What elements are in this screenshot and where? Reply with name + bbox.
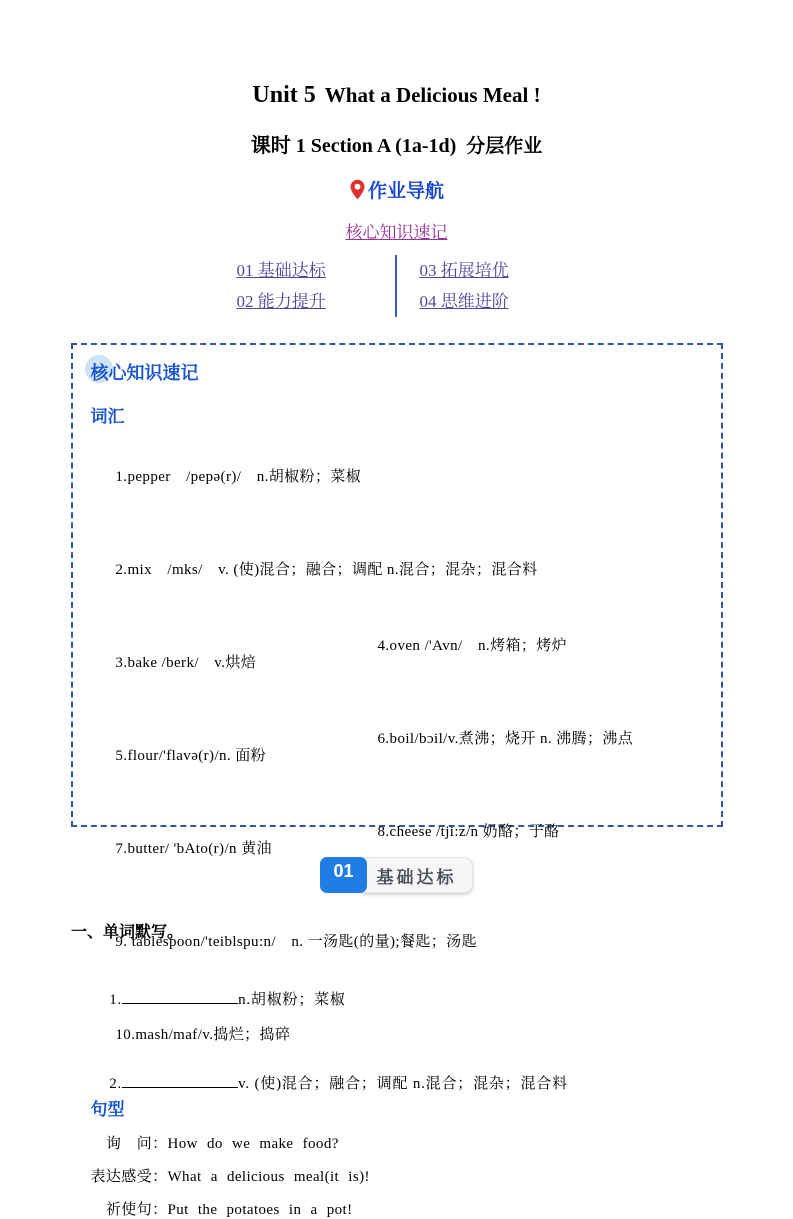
vocab-entry: 6.boil/bɔil/v.煮沸；烧开 n. 沸腾；沸点 bbox=[377, 731, 634, 747]
page-subtitle-tag: 分层作业 bbox=[466, 136, 543, 157]
vocab-entry: 10.mash/maf/v.捣烂；捣碎 bbox=[115, 1027, 291, 1043]
vocab-row bbox=[91, 727, 703, 799]
section-badge-number: 01 bbox=[320, 857, 366, 893]
answer-blank bbox=[122, 989, 238, 1004]
vocab-row bbox=[91, 541, 703, 613]
page-subtitle-main: 课时 1 Section A (1a-1d) bbox=[250, 135, 457, 157]
nav-links-left-column bbox=[229, 255, 396, 317]
vocab-entry: 4.oven /'Avn/ n.烤箱；烤炉 bbox=[377, 638, 568, 654]
nav-header-label: 作业导航 bbox=[367, 181, 444, 202]
vocab-row bbox=[91, 634, 703, 706]
vocab-entry: 9. tablespoon/'teiblspu:n/ n. 一汤匙(的量);餐匙；汤匙 bbox=[115, 934, 477, 950]
exercise-item-desc: n.胡椒粉；菜椒 bbox=[238, 992, 346, 1008]
sentence-pattern: 祈使句：Put the potatoes in a pot! bbox=[90, 1202, 353, 1218]
vocab-row bbox=[91, 448, 703, 520]
vocab-entry: 7.butter/ 'bAto(r)/n 黄油 bbox=[115, 841, 272, 857]
nav-links-right-column bbox=[397, 255, 564, 317]
page-subtitle bbox=[0, 129, 793, 158]
sentence-pattern: 询 问：How do we make food? bbox=[90, 1136, 339, 1152]
sentence-pattern: 表达感受：What a delicious meal(it is)! bbox=[90, 1169, 370, 1185]
nav-link-ability[interactable]: 02 能力提升 bbox=[236, 292, 326, 311]
worksheet-page bbox=[0, 82, 793, 1218]
exercise-item-number: 2. bbox=[109, 1076, 123, 1092]
vocab-entry: 3.bake /berk/ v.烘焙 bbox=[115, 655, 257, 671]
exercise-heading: 一、单词默写。 bbox=[71, 924, 184, 941]
sentence-section-title: 句型 bbox=[90, 1100, 125, 1119]
page-title-unit: Unit 5 bbox=[252, 82, 316, 108]
vocab-entry: 8.cheese /tji:z/n 奶酪；于酪 bbox=[377, 824, 560, 840]
nav-summary-link[interactable]: 核心知识速记 bbox=[345, 223, 448, 242]
vocab-row bbox=[91, 1006, 703, 1078]
page-title-rest: What a Delicious Meal ! bbox=[324, 83, 541, 107]
knowledge-box-title bbox=[91, 359, 199, 385]
vocab-entry: 1.pepper /pepə(r)/ n.胡椒粉；菜椒 bbox=[115, 469, 362, 485]
nav-link-basic[interactable]: 01 基础达标 bbox=[236, 261, 326, 280]
exercise-item-number: 1. bbox=[109, 992, 123, 1008]
page-title bbox=[0, 82, 793, 109]
vocab-row bbox=[91, 820, 703, 892]
exercise-item-desc: v. (使)混合；融合；调配 n.混合；混杂；混合料 bbox=[238, 1076, 568, 1092]
location-pin-icon bbox=[349, 179, 366, 200]
nav-links-grid bbox=[229, 255, 565, 317]
nav-summary bbox=[0, 218, 793, 243]
vocab-entry: 5.flour/'flavə(r)/n. 面粉 bbox=[115, 748, 267, 764]
nav-header bbox=[0, 176, 793, 203]
section-badge-label: 基础达标 bbox=[357, 857, 473, 893]
nav-link-thinking[interactable]: 04 思维进阶 bbox=[419, 292, 509, 311]
vocab-section-title: 词汇 bbox=[90, 407, 125, 426]
vocab-row bbox=[91, 913, 703, 985]
vocab-entry: 2.mix /mks/ v. (使)混合；融合；调配 n.混合；混杂；混合料 bbox=[115, 562, 538, 578]
nav-link-expand[interactable]: 03 拓展培优 bbox=[419, 261, 509, 280]
knowledge-box-title-text: 核心知识速记 bbox=[90, 363, 199, 383]
